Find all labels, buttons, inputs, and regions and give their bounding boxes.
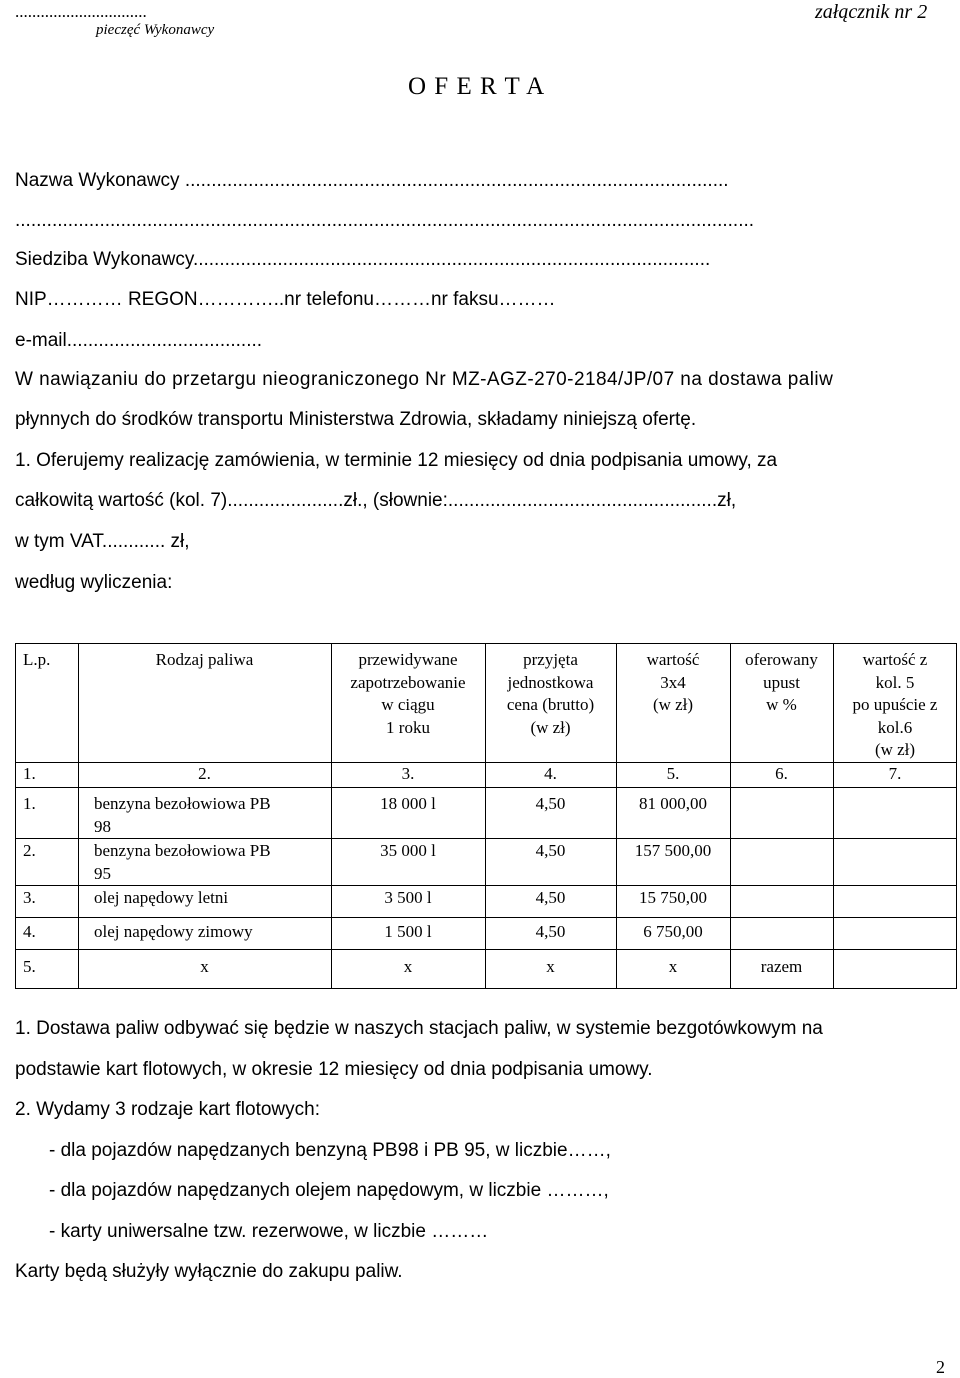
col-number-6: 6.	[775, 764, 788, 783]
table-header-quantity: przewidywane zapotrzebowanie w ciągu 1 roku	[350, 650, 466, 737]
row-fuel: benzyna bezołowiowa PB 98	[94, 794, 271, 836]
table-header-lp: L.p.	[23, 650, 51, 669]
row-price: x	[546, 957, 555, 976]
row-total-label: razem	[760, 957, 803, 976]
row-value: 157 500,00	[634, 841, 712, 860]
stamp-label: pieczęć Wykonawcy	[96, 22, 215, 38]
row-lp: 4.	[23, 922, 36, 941]
contractor-name-continued: ............................................................................................................................................	[15, 210, 755, 231]
page-number: 2	[936, 1357, 945, 1377]
row-lp: 1.	[23, 794, 36, 813]
row-lp: 5.	[23, 957, 36, 976]
offer-line-2: całkowitą wartość (kol. 7)......................zł., (słownie:...................................................zł,	[15, 490, 737, 511]
contractor-seat-field: Siedziba Wykonawcy..................................................................................................	[15, 249, 711, 270]
row-value: x	[668, 957, 678, 976]
col-number-3: 3.	[401, 764, 415, 783]
table-header-fuel-type: Rodzaj paliwa	[155, 650, 254, 669]
intro-line-1: W nawiązaniu do przetargu nieograniczonego Nr MZ-AGZ-270-2184/JP/07 na dostawa paliw	[15, 369, 834, 390]
row-lp: 2.	[23, 841, 36, 860]
nip-regon-phone-fax-field: NIP………… REGON…………..nr telefonu………nr faksu………	[15, 289, 556, 310]
attachment-label: załącznik nr 2	[815, 1, 928, 23]
contractor-name-field: Nazwa Wykonawcy .......................................................................................................	[15, 170, 729, 191]
table-header-final-value: wartość z kol. 5 po upuście z kol.6 (w zł)	[852, 650, 938, 759]
table-header-unit-price: przyjęta jednostkowa cena (brutto) (w zł)	[506, 650, 595, 737]
offer-line-1: 1. Oferujemy realizację zamówienia, w terminie 12 miesięcy od dnia podpisania umowy, za	[15, 450, 778, 471]
offer-table	[15, 643, 957, 989]
row-value: 81 000,00	[639, 794, 707, 813]
terms-paragraph-1-line-2: podstawie kart flotowych, w okresie 12 miesięcy od dnia podpisania umowy.	[15, 1059, 653, 1080]
table-header-value: wartość 3x4 (w zł)	[646, 650, 700, 714]
terms-bullet-2: - dla pojazdów napędzanych olejem napędowym, w liczbie ………,	[49, 1180, 609, 1201]
intro-line-2: płynnych do środków transportu Ministerstwa Zdrowia, składamy niniejszą ofertę.	[15, 409, 697, 430]
terms-paragraph-2: 2. Wydamy 3 rodzaje kart flotowych:	[15, 1099, 321, 1120]
row-fuel: olej napędowy letni	[94, 888, 229, 907]
terms-paragraph-1-line-1: 1. Dostawa paliw odbywać się będzie w naszych stacjach paliw, w systemie bezgotówkowym na	[15, 1018, 823, 1039]
row-price: 4,50	[535, 922, 566, 941]
terms-bullet-3: - karty uniwersalne tzw. rezerwowe, w liczbie ………	[49, 1221, 489, 1242]
row-quantity: 18 000 l	[380, 794, 436, 813]
terms-bullet-1: - dla pojazdów napędzanych benzyną PB98 i PB 95, w liczbie……,	[49, 1140, 611, 1161]
row-quantity: x	[403, 957, 413, 976]
row-fuel: benzyna bezołowiowa PB 95	[94, 841, 271, 883]
stamp-dots: ...............................	[15, 2, 147, 21]
table-header-discount: oferowany upust w %	[745, 650, 818, 714]
row-quantity: 1 500 l	[384, 922, 432, 941]
col-number-1: 1.	[23, 764, 36, 783]
row-price: 4,50	[535, 841, 566, 860]
offer-calc-label: według wyliczenia:	[15, 572, 173, 593]
page-title: O F E R T A	[408, 73, 546, 100]
col-number-5: 5.	[666, 764, 680, 783]
email-field: e-mail.....................................	[15, 330, 263, 351]
row-lp: 3.	[23, 888, 36, 907]
row-price: 4,50	[535, 794, 566, 813]
col-number-7: 7.	[888, 764, 902, 783]
col-number-4: 4.	[544, 764, 557, 783]
row-price: 4,50	[535, 888, 566, 907]
terms-closing: Karty będą służyły wyłącznie do zakupu paliw.	[15, 1261, 403, 1282]
row-quantity: 3 500 l	[384, 888, 432, 907]
offer-vat-line: w tym VAT............ zł,	[15, 531, 190, 552]
col-number-2: 2.	[198, 764, 211, 783]
row-value: 6 750,00	[643, 922, 703, 941]
row-fuel: olej napędowy zimowy	[94, 922, 253, 941]
row-quantity: 35 000 l	[380, 841, 436, 860]
row-value: 15 750,00	[639, 888, 707, 907]
row-fuel: x	[200, 957, 209, 976]
